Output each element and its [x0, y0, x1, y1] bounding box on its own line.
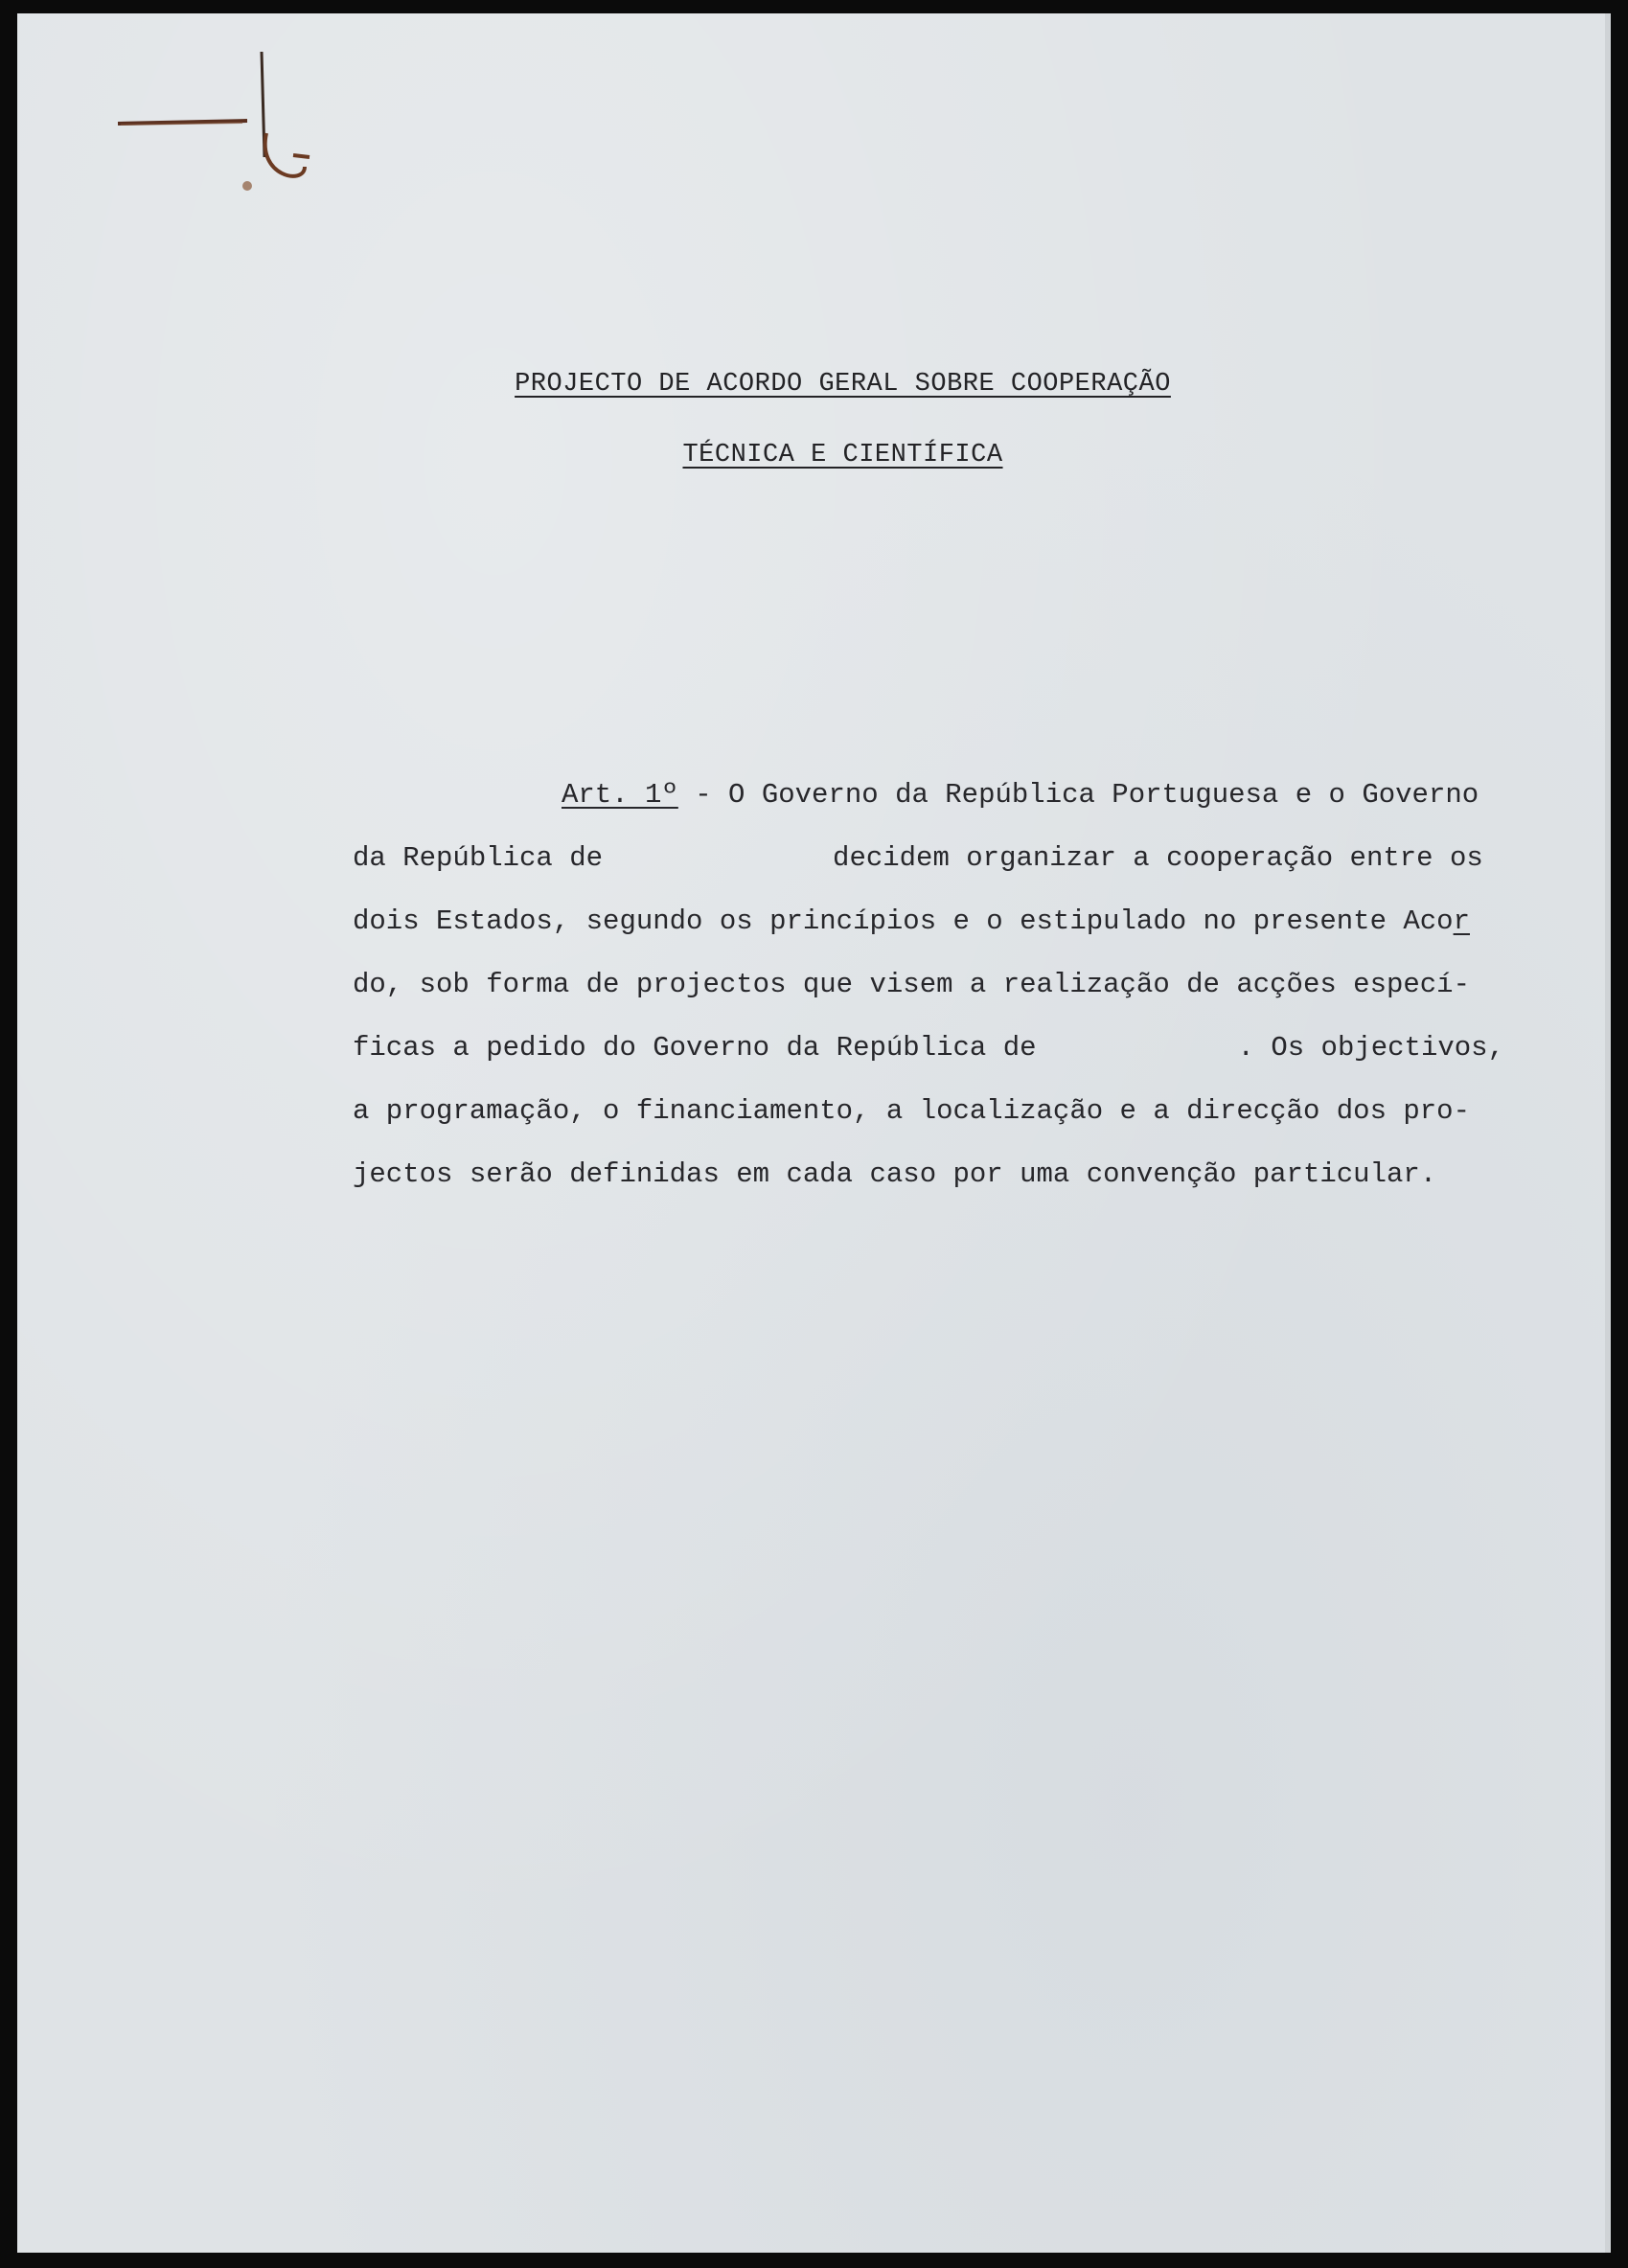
handwritten-annotation — [113, 42, 333, 205]
paragraph-line-1-text: - O Governo da República Portuguesa e o Governo — [677, 779, 1479, 811]
paragraph-line-2-text-b: decidem organizar a cooperação entre os — [833, 842, 1483, 874]
paragraph-line-2-text-a: da República de — [353, 842, 604, 874]
document-title-line-2: TÉCNICA E CIENTÍFICA — [682, 441, 1003, 470]
paragraph-line-1 — [353, 764, 1579, 827]
paragraph-line-3-underlined: r — [1453, 905, 1470, 937]
paragraph-line-5-text-b: . Os objectivos, — [1237, 1032, 1504, 1064]
document-page — [17, 13, 1611, 2253]
article-1-paragraph — [353, 764, 1579, 1206]
paragraph-line-2 — [353, 827, 1579, 890]
paragraph-line-4: do, sob forma de projectos que visem a realização de acções especí- — [353, 969, 1470, 1000]
paragraph-line-6: a programação, o financiamento, a localização e a direcção dos pro- — [353, 1095, 1470, 1127]
paragraph-line-5 — [353, 1017, 1579, 1080]
paragraph-line-5-text-a: ficas a pedido do Governo da República de — [353, 1032, 1037, 1064]
paragraph-line-3-text: dois Estados, segundo os princípios e o estipulado no presente Aco — [353, 905, 1454, 937]
paragraph-line-3 — [353, 890, 1579, 953]
document-title-line-1: PROJECTO DE ACORDO GERAL SOBRE COOPERAÇÃO — [515, 370, 1171, 399]
paragraph-line-7: jectos serão definidas em cada caso por uma convenção particular. — [353, 1158, 1437, 1190]
article-label: Art. 1º — [562, 779, 678, 811]
paper-edge — [1605, 13, 1611, 2253]
